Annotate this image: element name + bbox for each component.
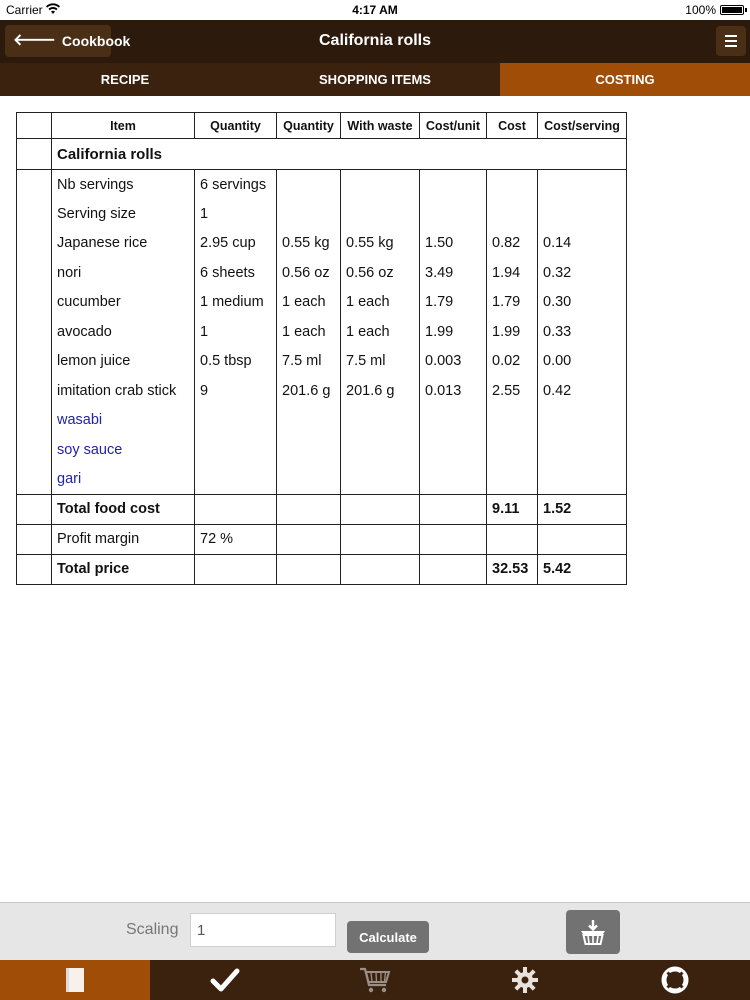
item-name: cucumber <box>52 288 195 318</box>
total-food-cost-row <box>17 494 627 524</box>
tab-costing[interactable]: COSTING <box>500 63 750 96</box>
table-row <box>17 199 627 229</box>
item-cost-serving: 0.30 <box>538 288 627 318</box>
item-cost-unit <box>420 406 487 436</box>
profit-margin-value[interactable]: 72 % <box>195 524 277 554</box>
book-icon <box>64 967 86 993</box>
item-cost-unit <box>420 199 487 229</box>
table-row <box>17 347 627 377</box>
total-price-per-serving: 5.42 <box>538 554 627 584</box>
item-quantity-converted: 1 each <box>277 288 341 318</box>
table-row <box>17 406 627 436</box>
item-with-waste <box>341 199 420 229</box>
tab-shopping-items[interactable]: SHOPPING ITEMS <box>319 72 431 87</box>
back-button-label: Cookbook <box>61 33 131 49</box>
tab-recipe[interactable]: RECIPE <box>100 72 150 87</box>
item-cost-serving: 0.33 <box>538 317 627 347</box>
carrier-label: Carrier <box>6 3 43 17</box>
item-quantity: 9 <box>195 376 277 406</box>
item-quantity-converted: 1 each <box>277 317 341 347</box>
item-quantity: 1 <box>195 199 277 229</box>
column-header-cost-unit: Cost/unit <box>420 113 487 139</box>
table-row <box>17 258 627 288</box>
item-cost-serving: 0.32 <box>538 258 627 288</box>
recipe-title: California rolls <box>52 139 627 170</box>
item-with-waste: 201.6 g <box>341 376 420 406</box>
item-name: Serving size <box>52 199 195 229</box>
table-row <box>17 170 627 200</box>
item-cost-unit: 1.79 <box>420 288 487 318</box>
gear-icon <box>511 966 539 994</box>
item-cost: 1.94 <box>487 258 538 288</box>
total-price-row <box>17 554 627 584</box>
item-quantity-converted <box>277 406 341 436</box>
basket-icon <box>578 917 608 947</box>
item-with-waste <box>341 170 420 200</box>
column-header-cost-serving: Cost/serving <box>538 113 627 139</box>
nav-settings[interactable] <box>450 960 600 1000</box>
nav-book[interactable] <box>0 960 150 1000</box>
profit-margin-row <box>17 524 627 554</box>
item-name[interactable]: soy sauce <box>52 435 195 465</box>
item-cost <box>487 199 538 229</box>
scaling-input[interactable] <box>190 913 336 947</box>
item-cost-serving: 0.00 <box>538 347 627 377</box>
item-with-waste <box>341 406 420 436</box>
item-cost: 1.79 <box>487 288 538 318</box>
item-cost-serving <box>538 465 627 495</box>
table-row <box>17 229 627 259</box>
item-cost-unit <box>420 435 487 465</box>
item-with-waste <box>341 435 420 465</box>
item-cost-serving: 0.42 <box>538 376 627 406</box>
item-cost <box>487 435 538 465</box>
item-cost-unit: 3.49 <box>420 258 487 288</box>
profit-margin-label: Profit margin <box>52 524 195 554</box>
nav-help[interactable] <box>600 960 750 1000</box>
item-name: avocado <box>52 317 195 347</box>
item-quantity-converted <box>277 199 341 229</box>
column-header-quantity: Quantity <box>195 113 277 139</box>
recipe-title-row <box>17 139 627 170</box>
column-header-cost: Cost <box>487 113 538 139</box>
item-with-waste <box>341 465 420 495</box>
item-quantity-converted: 0.56 oz <box>277 258 341 288</box>
item-quantity: 6 servings <box>195 170 277 200</box>
table-row <box>17 317 627 347</box>
total-food-cost-label: Total food cost <box>52 494 195 524</box>
item-name: nori <box>52 258 195 288</box>
cart-icon <box>358 966 392 994</box>
total-food-cost-per-serving: 1.52 <box>538 494 627 524</box>
item-quantity: 0.5 tbsp <box>195 347 277 377</box>
item-name: lemon juice <box>52 347 195 377</box>
item-quantity: 6 sheets <box>195 258 277 288</box>
table-header-row <box>17 113 627 139</box>
hamburger-icon <box>725 35 737 37</box>
column-header-with-waste: With waste <box>341 113 420 139</box>
item-cost-unit: 0.013 <box>420 376 487 406</box>
item-cost-serving <box>538 170 627 200</box>
column-header-item: Item <box>52 113 195 139</box>
nav-cart[interactable] <box>300 960 450 1000</box>
clock: 4:17 AM <box>352 3 398 17</box>
status-bar <box>0 0 750 20</box>
item-with-waste: 1 each <box>341 317 420 347</box>
item-cost-unit <box>420 465 487 495</box>
total-price-value: 32.53 <box>487 554 538 584</box>
item-quantity-converted <box>277 170 341 200</box>
item-with-waste: 0.56 oz <box>341 258 420 288</box>
table-row <box>17 288 627 318</box>
lifebuoy-icon <box>661 966 689 994</box>
item-name[interactable]: wasabi <box>52 406 195 436</box>
table-row <box>17 376 627 406</box>
item-quantity-converted <box>277 465 341 495</box>
battery-icon <box>720 5 744 15</box>
bottom-nav <box>0 960 750 1000</box>
costing-table <box>16 112 627 585</box>
checkmark-icon <box>210 967 240 993</box>
item-cost: 2.55 <box>487 376 538 406</box>
item-name: Nb servings <box>52 170 195 200</box>
item-cost-unit <box>420 170 487 200</box>
scaling-label: Scaling <box>126 921 179 938</box>
item-cost: 1.99 <box>487 317 538 347</box>
item-cost-serving <box>538 199 627 229</box>
item-name[interactable]: gari <box>52 465 195 495</box>
table-row <box>17 465 627 495</box>
item-cost-unit: 1.99 <box>420 317 487 347</box>
item-name: Japanese rice <box>52 229 195 259</box>
page-title: California rolls <box>318 32 432 49</box>
item-with-waste: 7.5 ml <box>341 347 420 377</box>
item-cost <box>487 465 538 495</box>
item-quantity-converted: 7.5 ml <box>277 347 341 377</box>
bottom-toolbar <box>0 902 750 960</box>
battery-percent: 100% <box>685 3 716 17</box>
item-with-waste: 1 each <box>341 288 420 318</box>
item-quantity: 2.95 cup <box>195 229 277 259</box>
item-quantity-converted: 201.6 g <box>277 376 341 406</box>
nav-checklist[interactable] <box>150 960 300 1000</box>
item-cost-serving: 0.14 <box>538 229 627 259</box>
item-cost-serving <box>538 435 627 465</box>
column-header-quantity-converted: Quantity <box>277 113 341 139</box>
item-quantity <box>195 435 277 465</box>
item-cost <box>487 406 538 436</box>
column-header-blank <box>17 113 52 139</box>
calculate-button[interactable]: Calculate <box>347 921 429 953</box>
item-quantity <box>195 406 277 436</box>
tab-bar <box>0 63 750 96</box>
item-cost: 0.82 <box>487 229 538 259</box>
arrow-left-icon: 🡐 <box>13 32 56 49</box>
item-cost-serving <box>538 406 627 436</box>
item-name: imitation crab stick <box>52 376 195 406</box>
item-quantity <box>195 465 277 495</box>
item-with-waste: 0.55 kg <box>341 229 420 259</box>
nav-bar <box>0 20 750 63</box>
item-cost: 0.02 <box>487 347 538 377</box>
item-quantity-converted <box>277 435 341 465</box>
table-row <box>17 435 627 465</box>
item-cost-unit: 0.003 <box>420 347 487 377</box>
item-quantity: 1 medium <box>195 288 277 318</box>
menu-button[interactable] <box>716 26 746 56</box>
total-food-cost-value: 9.11 <box>487 494 538 524</box>
item-cost <box>487 170 538 200</box>
item-cost-unit: 1.50 <box>420 229 487 259</box>
total-price-label: Total price <box>52 554 195 584</box>
item-quantity-converted: 0.55 kg <box>277 229 341 259</box>
add-to-basket-button[interactable] <box>566 910 620 954</box>
item-quantity: 1 <box>195 317 277 347</box>
